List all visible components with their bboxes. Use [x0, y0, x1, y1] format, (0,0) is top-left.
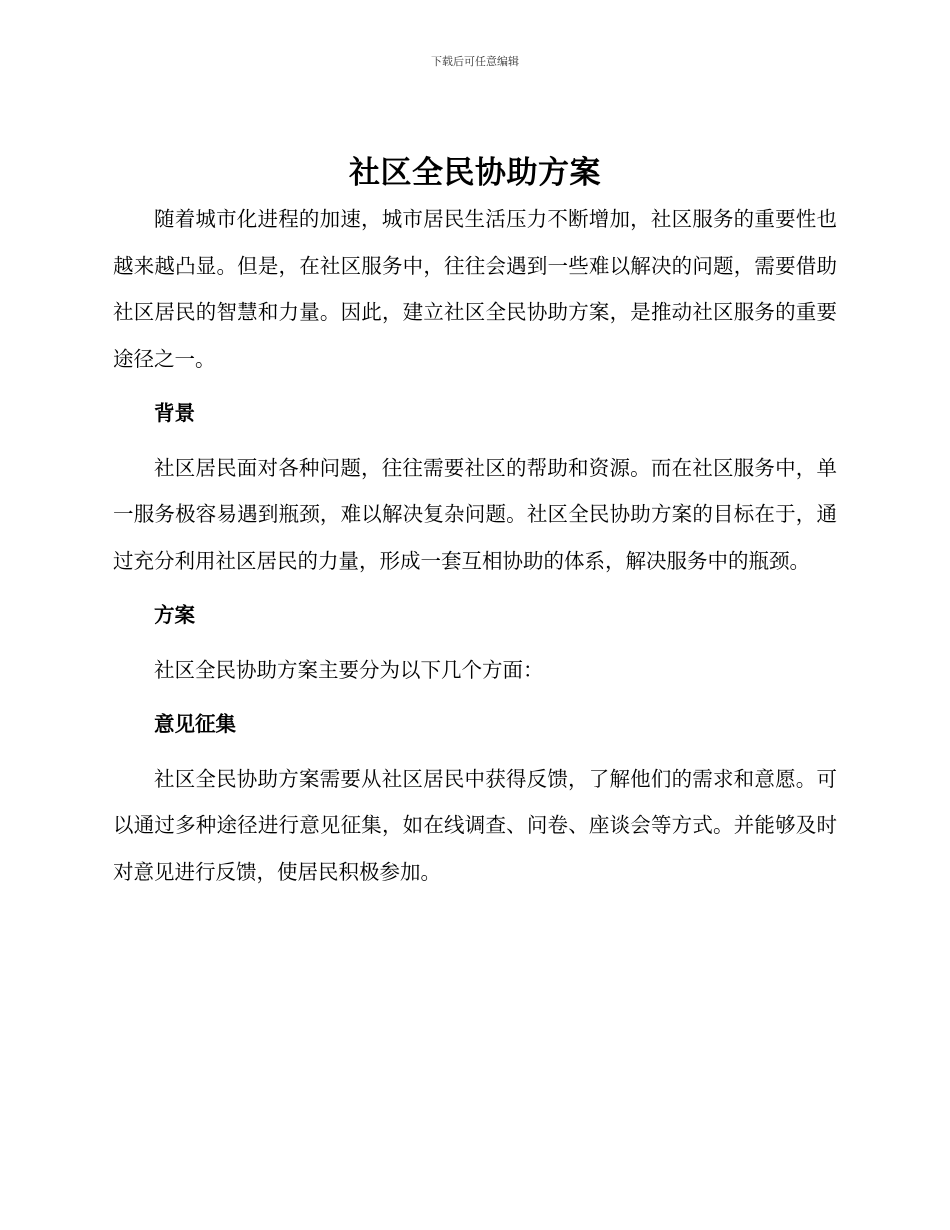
section-heading-feedback: 意见征集	[154, 712, 236, 736]
feedback-paragraph: 社区全民协助方案需要从社区居民中获得反馈，了解他们的需求和意愿。可以通过多种途径进行意见征集，如在线调查、问卷、座谈会等方式。并能够及时对意见进行反馈，使居民积极参加。	[113, 766, 837, 884]
document-title: 社区全民协助方案	[349, 155, 601, 191]
spacer	[113, 639, 837, 647]
header-note: 下载后可任意编辑	[431, 55, 519, 68]
background-paragraph: 社区居民面对各种问题，往往需要社区的帮助和资源。而在社区服务中，单一服务极容易遇到瓶颈，难以解决复杂问题。社区全民协助方案的目标在于，通过充分利用社区居民的力量，形成一套互相协助的体系，解决服务中的瓶颈。	[113, 455, 837, 573]
spacer	[113, 584, 837, 592]
spacer	[113, 382, 837, 390]
section-heading-plan: 方案	[154, 603, 195, 627]
plan-paragraph: 社区全民协助方案主要分为以下几个方面：	[154, 657, 544, 682]
section-heading-background: 背景	[154, 401, 195, 425]
document-body	[113, 150, 837, 895]
spacer	[113, 748, 837, 756]
spacer	[113, 693, 837, 701]
spacer	[113, 437, 837, 445]
intro-paragraph: 随着城市化进程的加速，城市居民生活压力不断增加，社区服务的重要性也越来越凸显。但是，在社区服务中，往往会遇到一些难以解决的问题，需要借助社区居民的智慧和力量。因此，建立社区全民协助方案，是推动社区服务的重要途径之一。	[113, 207, 837, 371]
